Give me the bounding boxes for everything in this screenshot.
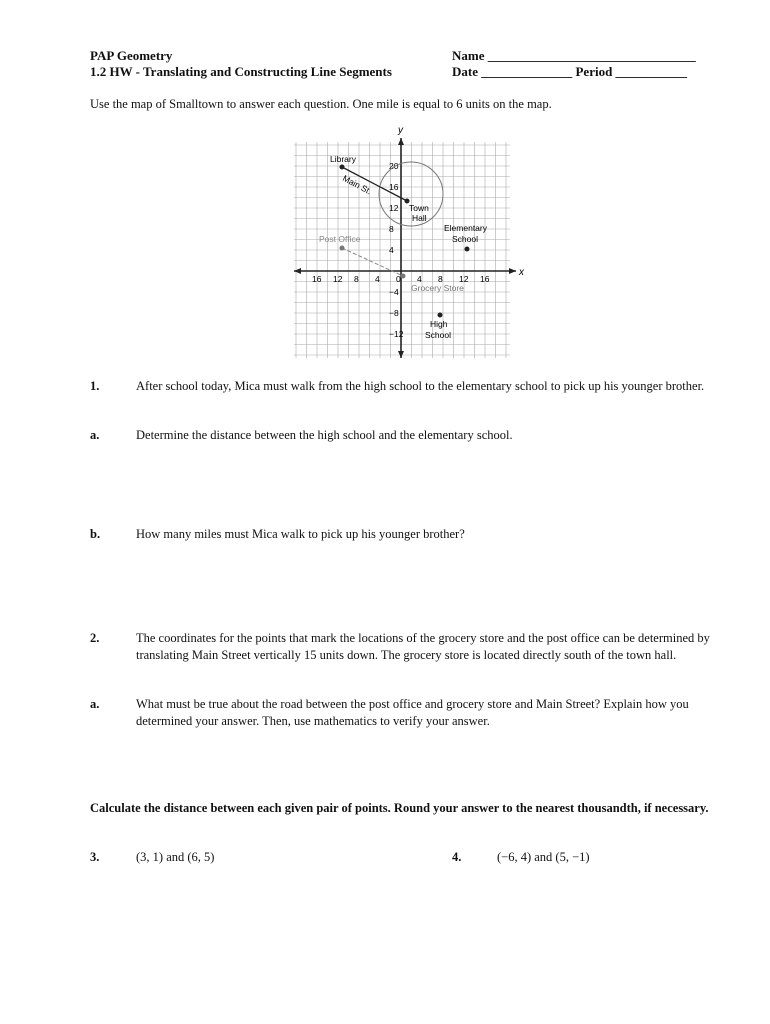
x-tick-label: 8 xyxy=(354,274,359,284)
elementary-label-1: Elementary xyxy=(444,223,487,233)
y-tick-label: 4 xyxy=(389,245,394,255)
y-axis-arrow-up xyxy=(398,138,404,145)
y-tick-label: 16 xyxy=(389,182,399,192)
q1a-text: Determine the distance between the high school and the elementary school. xyxy=(136,428,513,442)
q1b-label: b. xyxy=(90,527,101,541)
y-tick-label: −12 xyxy=(389,329,404,339)
q1b-text: How many miles must Mica walk to pick up his younger brother? xyxy=(136,527,465,541)
town-hall-label-2: Hall xyxy=(412,213,427,223)
y-tick-label: −4 xyxy=(389,287,399,297)
q1-number: 1. xyxy=(90,379,100,393)
smalltown-map xyxy=(288,124,528,364)
high-school-label-1: High xyxy=(430,319,448,329)
name-field[interactable]: Name ________________________________ xyxy=(452,48,696,63)
date-period-field[interactable]: Date ______________ Period ___________ xyxy=(452,64,688,79)
post-office-point xyxy=(340,246,345,251)
p4-text: (−6, 4) and (5, −1) xyxy=(497,850,590,864)
library-point xyxy=(340,165,345,170)
x-tick-label: 0 xyxy=(396,274,401,284)
q2-text: The coordinates for the points that mark the locations of the grocery store and the post office can be determined by translating Main Street vertically 15 units down. The grocery store is located directly south of the town hall. xyxy=(136,631,710,662)
main-street-label: Main St. xyxy=(341,172,374,197)
p3-number: 3. xyxy=(90,850,100,864)
y-axis-arrow-down xyxy=(398,351,404,358)
map-grid xyxy=(294,142,510,358)
x-axis-label: x xyxy=(519,267,524,278)
y-tick-label: 8 xyxy=(389,224,394,234)
course-title: PAP Geometry xyxy=(90,48,173,63)
x-tick-label: 4 xyxy=(375,274,380,284)
y-tick-label: 12 xyxy=(389,203,399,213)
intro-text: Use the map of Smalltown to answer each question. One mile is equal to 6 units on the map. xyxy=(90,97,552,111)
x-axis-arrow-right xyxy=(509,268,516,274)
high-school-label-2: School xyxy=(425,330,451,340)
y-tick-label: 20 xyxy=(389,161,399,171)
q1-text: After school today, Mica must walk from the high school to the elementary school to pick up his younger brother. xyxy=(136,379,705,393)
x-tick-label: 12 xyxy=(459,274,469,284)
section-instruction: Calculate the distance between each given pair of points. Round your answer to the nearest thousandth, if necessary. xyxy=(90,801,709,815)
assignment-title: 1.2 HW - Translating and Constructing Line Segments xyxy=(90,64,392,79)
grocery-point xyxy=(401,274,406,279)
elementary-point xyxy=(465,247,470,252)
y-tick-label: −8 xyxy=(389,308,399,318)
x-tick-label: 16 xyxy=(480,274,490,284)
q2-number: 2. xyxy=(90,631,100,645)
high-school-point xyxy=(438,313,443,318)
town-hall-label-1: Town xyxy=(409,203,429,213)
p3-text: (3, 1) and (6, 5) xyxy=(136,850,215,864)
q1a-label: a. xyxy=(90,428,100,442)
x-tick-label: 4 xyxy=(417,274,422,284)
x-axis-arrow-left xyxy=(294,268,301,274)
town-hall-circle xyxy=(379,162,443,226)
elementary-label-2: School xyxy=(452,234,478,244)
q2a-text: What must be true about the road between the post office and grocery store and Main Street? Explain how you determined your answer. Then, use mathematics to verify your answer. xyxy=(136,697,689,728)
library-label: Library xyxy=(330,154,356,164)
p4-number: 4. xyxy=(452,850,462,864)
x-tick-label: 12 xyxy=(333,274,343,284)
q2a-label: a. xyxy=(90,697,100,711)
x-tick-label: 16 xyxy=(312,274,322,284)
x-tick-label: 8 xyxy=(438,274,443,284)
y-axis-label: y xyxy=(398,125,403,136)
post-office-label: Post Office xyxy=(319,234,361,244)
grocery-label: Grocery Store xyxy=(411,283,464,293)
